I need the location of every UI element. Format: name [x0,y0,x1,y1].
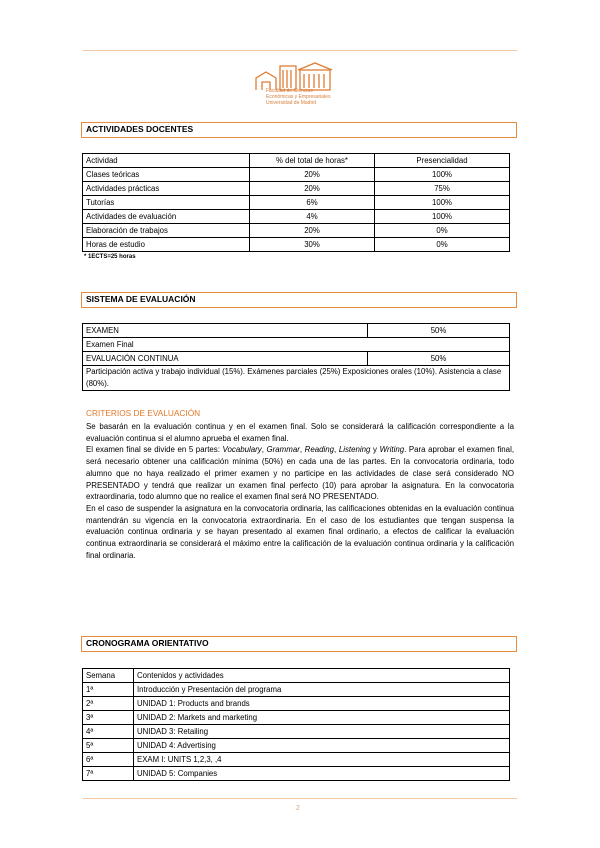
table-cell: 3ª [83,711,134,725]
table-cell: 1ª [83,683,134,697]
table-row [83,168,510,182]
table-header-row [83,154,510,168]
table-row [83,366,510,391]
table-row [83,338,510,352]
ects-note: * 1ECTS=25 horas [84,254,136,260]
column-header: Semana [83,669,134,683]
table-cell: 75% [375,182,510,196]
table-row [83,210,510,224]
table-cell: 20% [250,224,375,238]
table-cell: UNIDAD 5: Companies [134,767,510,781]
continua-value: 50% [368,352,510,366]
examen-final-label: Examen Final [83,338,510,352]
column-header: Presencialidad [375,154,510,168]
table-cell: UNIDAD 4: Advertising [134,739,510,753]
table-cell: Clases teóricas [83,168,250,182]
table-cell: 20% [250,182,375,196]
header-rule [83,50,517,51]
continua-detail: Participación activa y trabajo individual (15%). Exámenes parciales (25%) Exposiciones orales (10%). Asistencia a clase (80%). [83,366,510,391]
table-cell: 2ª [83,697,134,711]
table-cell: 0% [375,238,510,252]
table-row [83,753,510,767]
table-row [83,683,510,697]
table-cell: 4ª [83,725,134,739]
table-row [83,711,510,725]
section-header-evaluacion: SISTEMA DE EVALUACIÓN [81,292,517,308]
column-header: % del total de horas* [250,154,375,168]
table-cell: Elaboración de trabajos [83,224,250,238]
table-row [83,725,510,739]
table-cell: UNIDAD 2: Markets and marketing [134,711,510,725]
table-cell: UNIDAD 1: Products and brands [134,697,510,711]
table-row [83,182,510,196]
table-row [83,196,510,210]
table-row [83,767,510,781]
table-row [83,224,510,238]
footer-rule [83,798,517,799]
column-header: Contenidos y actividades [134,669,510,683]
table-row [83,352,510,366]
table-cell: Actividades prácticas [83,182,250,196]
table-cell: Horas de estudio [83,238,250,252]
table-cell: 6ª [83,753,134,767]
table-cell: 30% [250,238,375,252]
table-cell: EXAM I: UNITS 1,2,3, ,4 [134,753,510,767]
examen-value: 50% [368,324,510,338]
table-cell: Introducción y Presentación del programa [134,683,510,697]
cronograma-table [82,668,510,781]
table-row [83,324,510,338]
table-cell: Actividades de evaluación [83,210,250,224]
actividades-table [82,153,510,252]
criterios-text [86,421,514,561]
table-row [83,697,510,711]
table-cell: 5ª [83,739,134,753]
table-row [83,739,510,753]
criterios-paragraph-3: En el caso de suspender la asignatura en la convocatoria ordinaria, las calificaciones obtenidas en la evaluación continua mantendrán su vigencia en la convocatoria extraordinaria. En el caso de los estudiantes que tengan suspensa la evaluación continua ordinaria y se hayan presentado al examen final ordinario, a efectos de calificar la evaluación continua extraordinaria se considerará el máximo entre la calificación de la evaluación continua ordinaria y la calificación final ordinaria. [86,503,514,560]
table-cell: 4% [250,210,375,224]
table-cell: 6% [250,196,375,210]
table-cell: 0% [375,224,510,238]
logo-line-2: Económicas y Empresariales [266,94,331,100]
page-number: 2 [296,805,300,812]
examen-label: EXAMEN [83,324,368,338]
table-cell: UNIDAD 3: Retailing [134,725,510,739]
logo-line-3: Universidad de Madrid [266,100,317,106]
table-cell: Tutorías [83,196,250,210]
table-cell: 7ª [83,767,134,781]
logo-line-1: Facultad de Ciencias [266,88,313,94]
section-header-cronograma: CRONOGRAMA ORIENTATIVO [81,636,517,652]
criterios-title: CRITERIOS DE EVALUACIÓN [86,408,201,418]
continua-label: EVALUACIÓN CONTINUA [83,352,368,366]
table-cell: 20% [250,168,375,182]
section-header-actividades: ACTIVIDADES DOCENTES [81,122,517,138]
criterios-paragraph-2: El examen final se divide en 5 partes: Vocabulary, Grammar, Reading, Listening y Writing. Para aprobar el examen final, será necesario obtener una calificación mínima (50%) en cada una de las partes. En la convocatoria ordinaria, todo alumno que no haya realizado el primer examen y no participe en las actividades de clase será considerado NO PRESENTADO y tendrá que realizar un examen final perfecto (10) para aprobar la asignatura. En la convocatoria extraordinaria, todo alumno que no realice el examen final será NO PRESENTADO. [86,445,515,502]
table-row [83,238,510,252]
table-cell: 100% [375,196,510,210]
evaluacion-table [82,323,510,391]
table-header-row [83,669,510,683]
criterios-paragraph-1: Se basarán en la evaluación continua y en el examen final. Solo se considerará la calificación correspondiente a la evaluación continua si el alumno aprueba el examen final. [86,422,514,443]
table-cell: 100% [375,168,510,182]
column-header: Actividad [83,154,250,168]
table-cell: 100% [375,210,510,224]
